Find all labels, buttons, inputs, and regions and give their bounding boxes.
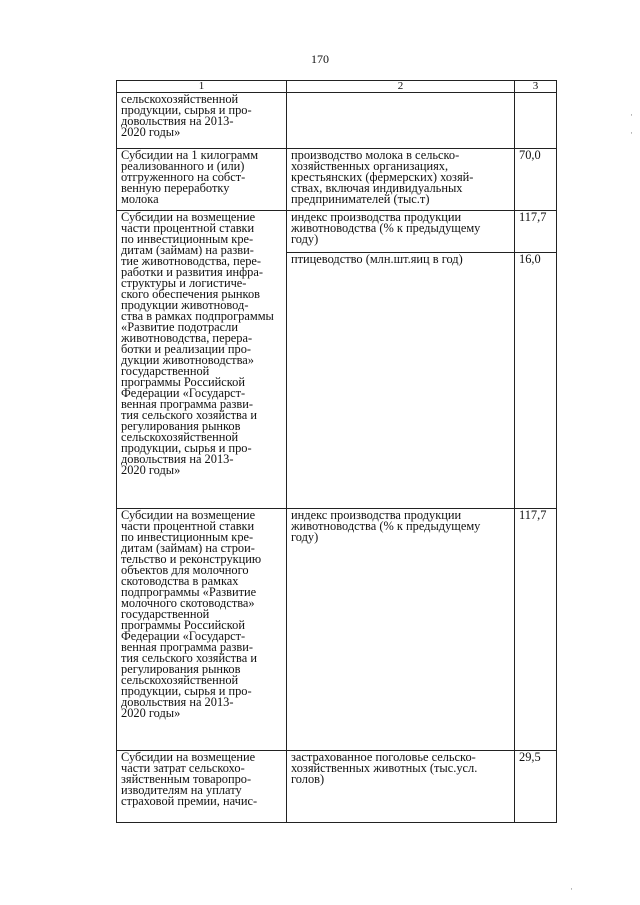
- indicator-text: застрахованное поголовье сельско- хозяйственных животных (тыс.усл. голов): [291, 750, 478, 786]
- value-cell: [515, 253, 557, 509]
- measure-cell: [117, 509, 287, 751]
- indicator-table: [116, 80, 557, 823]
- value-cell: [515, 211, 557, 253]
- column-header-1: 1: [117, 81, 287, 93]
- value-text: 117,7: [519, 210, 547, 224]
- table-row: [117, 149, 557, 211]
- value-cell: [515, 149, 557, 211]
- page-number: 170: [311, 52, 329, 66]
- indicator-text: индекс производства продукции животноводства (% к предыдущему году): [291, 210, 481, 246]
- measure-text: Субсидии на возмещение части процентной ставки по инвестиционным кре- дитам (займам) на строи- тельство и реконструкцию объектов для молочного скотоводства в рамках подпрограммы «Развитие молочного скотоводства» государственной программы Российской Федерации «Государст- венная программа разви- тия сельского хозяйства и регулирования рынков сельскохозяйственной продукции, сырья и про- довольствия на 2013- 2020 годы»: [121, 508, 262, 720]
- margin-speck: ·: [630, 110, 633, 120]
- table-row: [117, 751, 557, 823]
- measure-text: Субсидии на 1 килограмм реализованного и (или) отгруженного на собст- венную переработку молока: [121, 148, 259, 206]
- measure-cell: [117, 149, 287, 211]
- value-cell: [515, 751, 557, 823]
- column-header-3: 3: [515, 81, 557, 93]
- measure-text: Субсидии на возмещение части затрат сельскохо- зяйственным товаропро- изводителям на уплату страховой премии, начис-: [121, 750, 258, 808]
- value-text: 70,0: [519, 148, 541, 162]
- indicator-cell: [287, 149, 515, 211]
- measure-cell: [117, 211, 287, 509]
- indicator-cell: [287, 751, 515, 823]
- measure-cell: [117, 751, 287, 823]
- indicator-text: птицеводство (млн.шт.яиц в год): [291, 252, 463, 266]
- value-text: 117,7: [519, 508, 547, 522]
- value-cell: [515, 93, 557, 149]
- margin-speck: ·: [570, 884, 573, 894]
- table-row: [117, 93, 557, 149]
- indicator-text: производство молока в сельско- хозяйственных организациях, крестьянских (фермерских) хозяй- ствах, включая индивидуальных предпринимателей (тыс.т): [291, 148, 474, 206]
- indicator-cell: [287, 509, 515, 751]
- indicator-text: индекс производства продукции животноводства (% к предыдущему году): [291, 508, 481, 544]
- indicator-cell: [287, 93, 515, 149]
- indicator-cell: [287, 253, 515, 509]
- measure-text: сельскохозяйственной продукции, сырья и про- довольствия на 2013- 2020 годы»: [121, 92, 252, 139]
- measure-text: Субсидии на возмещение части процентной ставки по инвестиционным кре- дитам (займам) на разви- тие животноводства, пере- работки и развития инфра- структуры и логистиче- ского обеспечения рынков продукции животновод- ства в рамках подпрограммы «Развитие подотрасли животноводства, перера- ботки и реализации про- дукции животноводства» государственной программы Российской Федерации «Государст- венная программа разви- тия сельского хозяйства и регулирования рынков сельскохозяйственной продукции, сырья и про- довольствия на 2013- 2020 годы»: [121, 210, 274, 477]
- indicator-cell: [287, 211, 515, 253]
- measure-cell: [117, 93, 287, 149]
- value-text: 16,0: [519, 252, 541, 266]
- table-row: [117, 509, 557, 751]
- margin-speck: ·: [630, 128, 633, 138]
- table-row: [117, 211, 557, 253]
- value-cell: [515, 509, 557, 751]
- column-header-2: 2: [287, 81, 515, 93]
- value-text: 29,5: [519, 750, 541, 764]
- table-header-row: [117, 81, 557, 93]
